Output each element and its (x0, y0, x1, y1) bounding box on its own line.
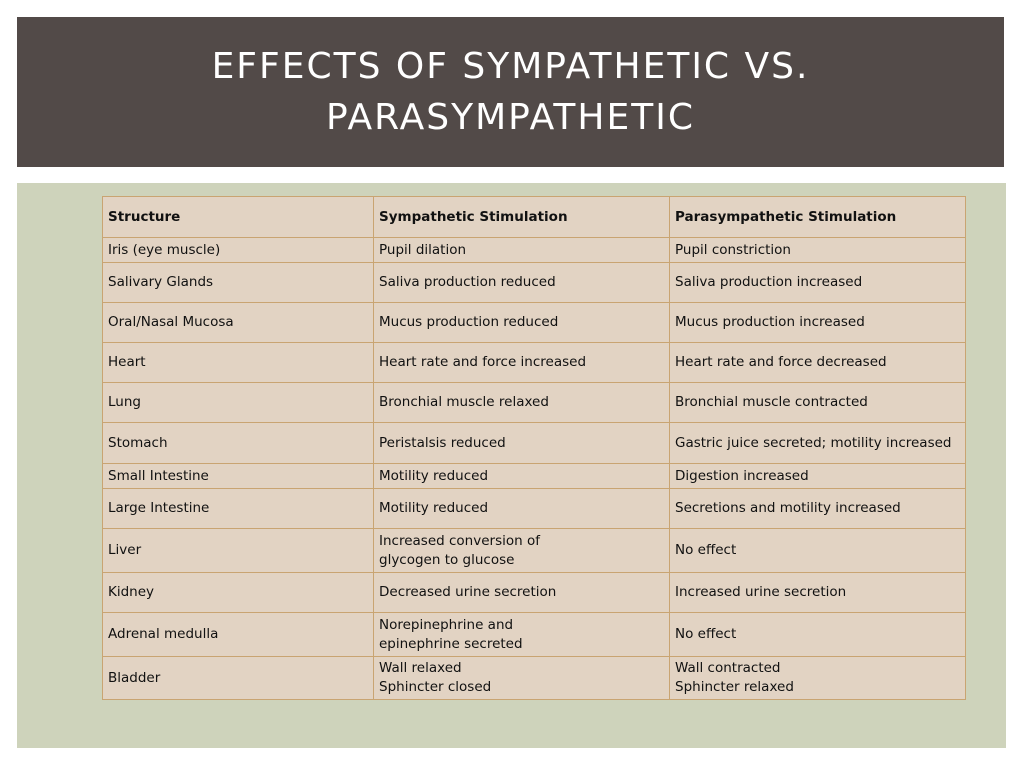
structure-cell: Bladder (103, 657, 374, 700)
parasympathetic-cell: No effect (670, 613, 966, 657)
sympathetic-cell: Pupil dilation (374, 238, 670, 263)
structure-cell: Stomach (103, 423, 374, 464)
table-header-row (103, 197, 966, 238)
column-header-structure: Structure (103, 197, 374, 238)
table-row (103, 464, 966, 489)
parasympathetic-cell: Mucus production increased (670, 303, 966, 343)
parasympathetic-cell: Digestion increased (670, 464, 966, 489)
table-row (103, 238, 966, 263)
parasympathetic-cell: Gastric juice secreted; motility increased (670, 423, 966, 464)
parasympathetic-cell: Increased urine secretion (670, 573, 966, 613)
sympathetic-cell: Heart rate and force increased (374, 343, 670, 383)
sympathetic-cell: Bronchial muscle relaxed (374, 383, 670, 423)
table-row (103, 529, 966, 573)
structure-cell: Kidney (103, 573, 374, 613)
parasympathetic-cell: Heart rate and force decreased (670, 343, 966, 383)
slide-title: EFFECTS OF SYMPATHETIC VS. PARASYMPATHETIC (211, 46, 810, 138)
column-header-parasympathetic: Parasympathetic Stimulation (670, 197, 966, 238)
sympathetic-cell: Motility reduced (374, 489, 670, 529)
parasympathetic-cell: Secretions and motility increased (670, 489, 966, 529)
parasympathetic-cell: Pupil constriction (670, 238, 966, 263)
column-header-sympathetic: Sympathetic Stimulation (374, 197, 670, 238)
sympathetic-cell: Wall relaxed Sphincter closed (374, 657, 670, 700)
table-row (103, 423, 966, 464)
title-bar (17, 17, 1004, 167)
structure-cell: Liver (103, 529, 374, 573)
parasympathetic-cell: No effect (670, 529, 966, 573)
sympathetic-cell: Norepinephrine and epinephrine secreted (374, 613, 670, 657)
structure-cell: Salivary Glands (103, 263, 374, 303)
structure-cell: Lung (103, 383, 374, 423)
structure-cell: Small Intestine (103, 464, 374, 489)
effects-table (102, 196, 966, 700)
sympathetic-cell: Peristalsis reduced (374, 423, 670, 464)
table-row (103, 613, 966, 657)
table-row (103, 263, 966, 303)
sympathetic-cell: Saliva production reduced (374, 263, 670, 303)
structure-cell: Heart (103, 343, 374, 383)
parasympathetic-cell: Bronchial muscle contracted (670, 383, 966, 423)
parasympathetic-cell: Saliva production increased (670, 263, 966, 303)
sympathetic-cell: Mucus production reduced (374, 303, 670, 343)
parasympathetic-cell: Wall contracted Sphincter relaxed (670, 657, 966, 700)
table-row (103, 303, 966, 343)
structure-cell: Oral/Nasal Mucosa (103, 303, 374, 343)
structure-cell: Adrenal medulla (103, 613, 374, 657)
table-row (103, 383, 966, 423)
table-row (103, 343, 966, 383)
sympathetic-cell: Increased conversion of glycogen to glucose (374, 529, 670, 573)
table-row (103, 489, 966, 529)
structure-cell: Iris (eye muscle) (103, 238, 374, 263)
sympathetic-cell: Decreased urine secretion (374, 573, 670, 613)
structure-cell: Large Intestine (103, 489, 374, 529)
table-row (103, 657, 966, 700)
sympathetic-cell: Motility reduced (374, 464, 670, 489)
table-row (103, 573, 966, 613)
